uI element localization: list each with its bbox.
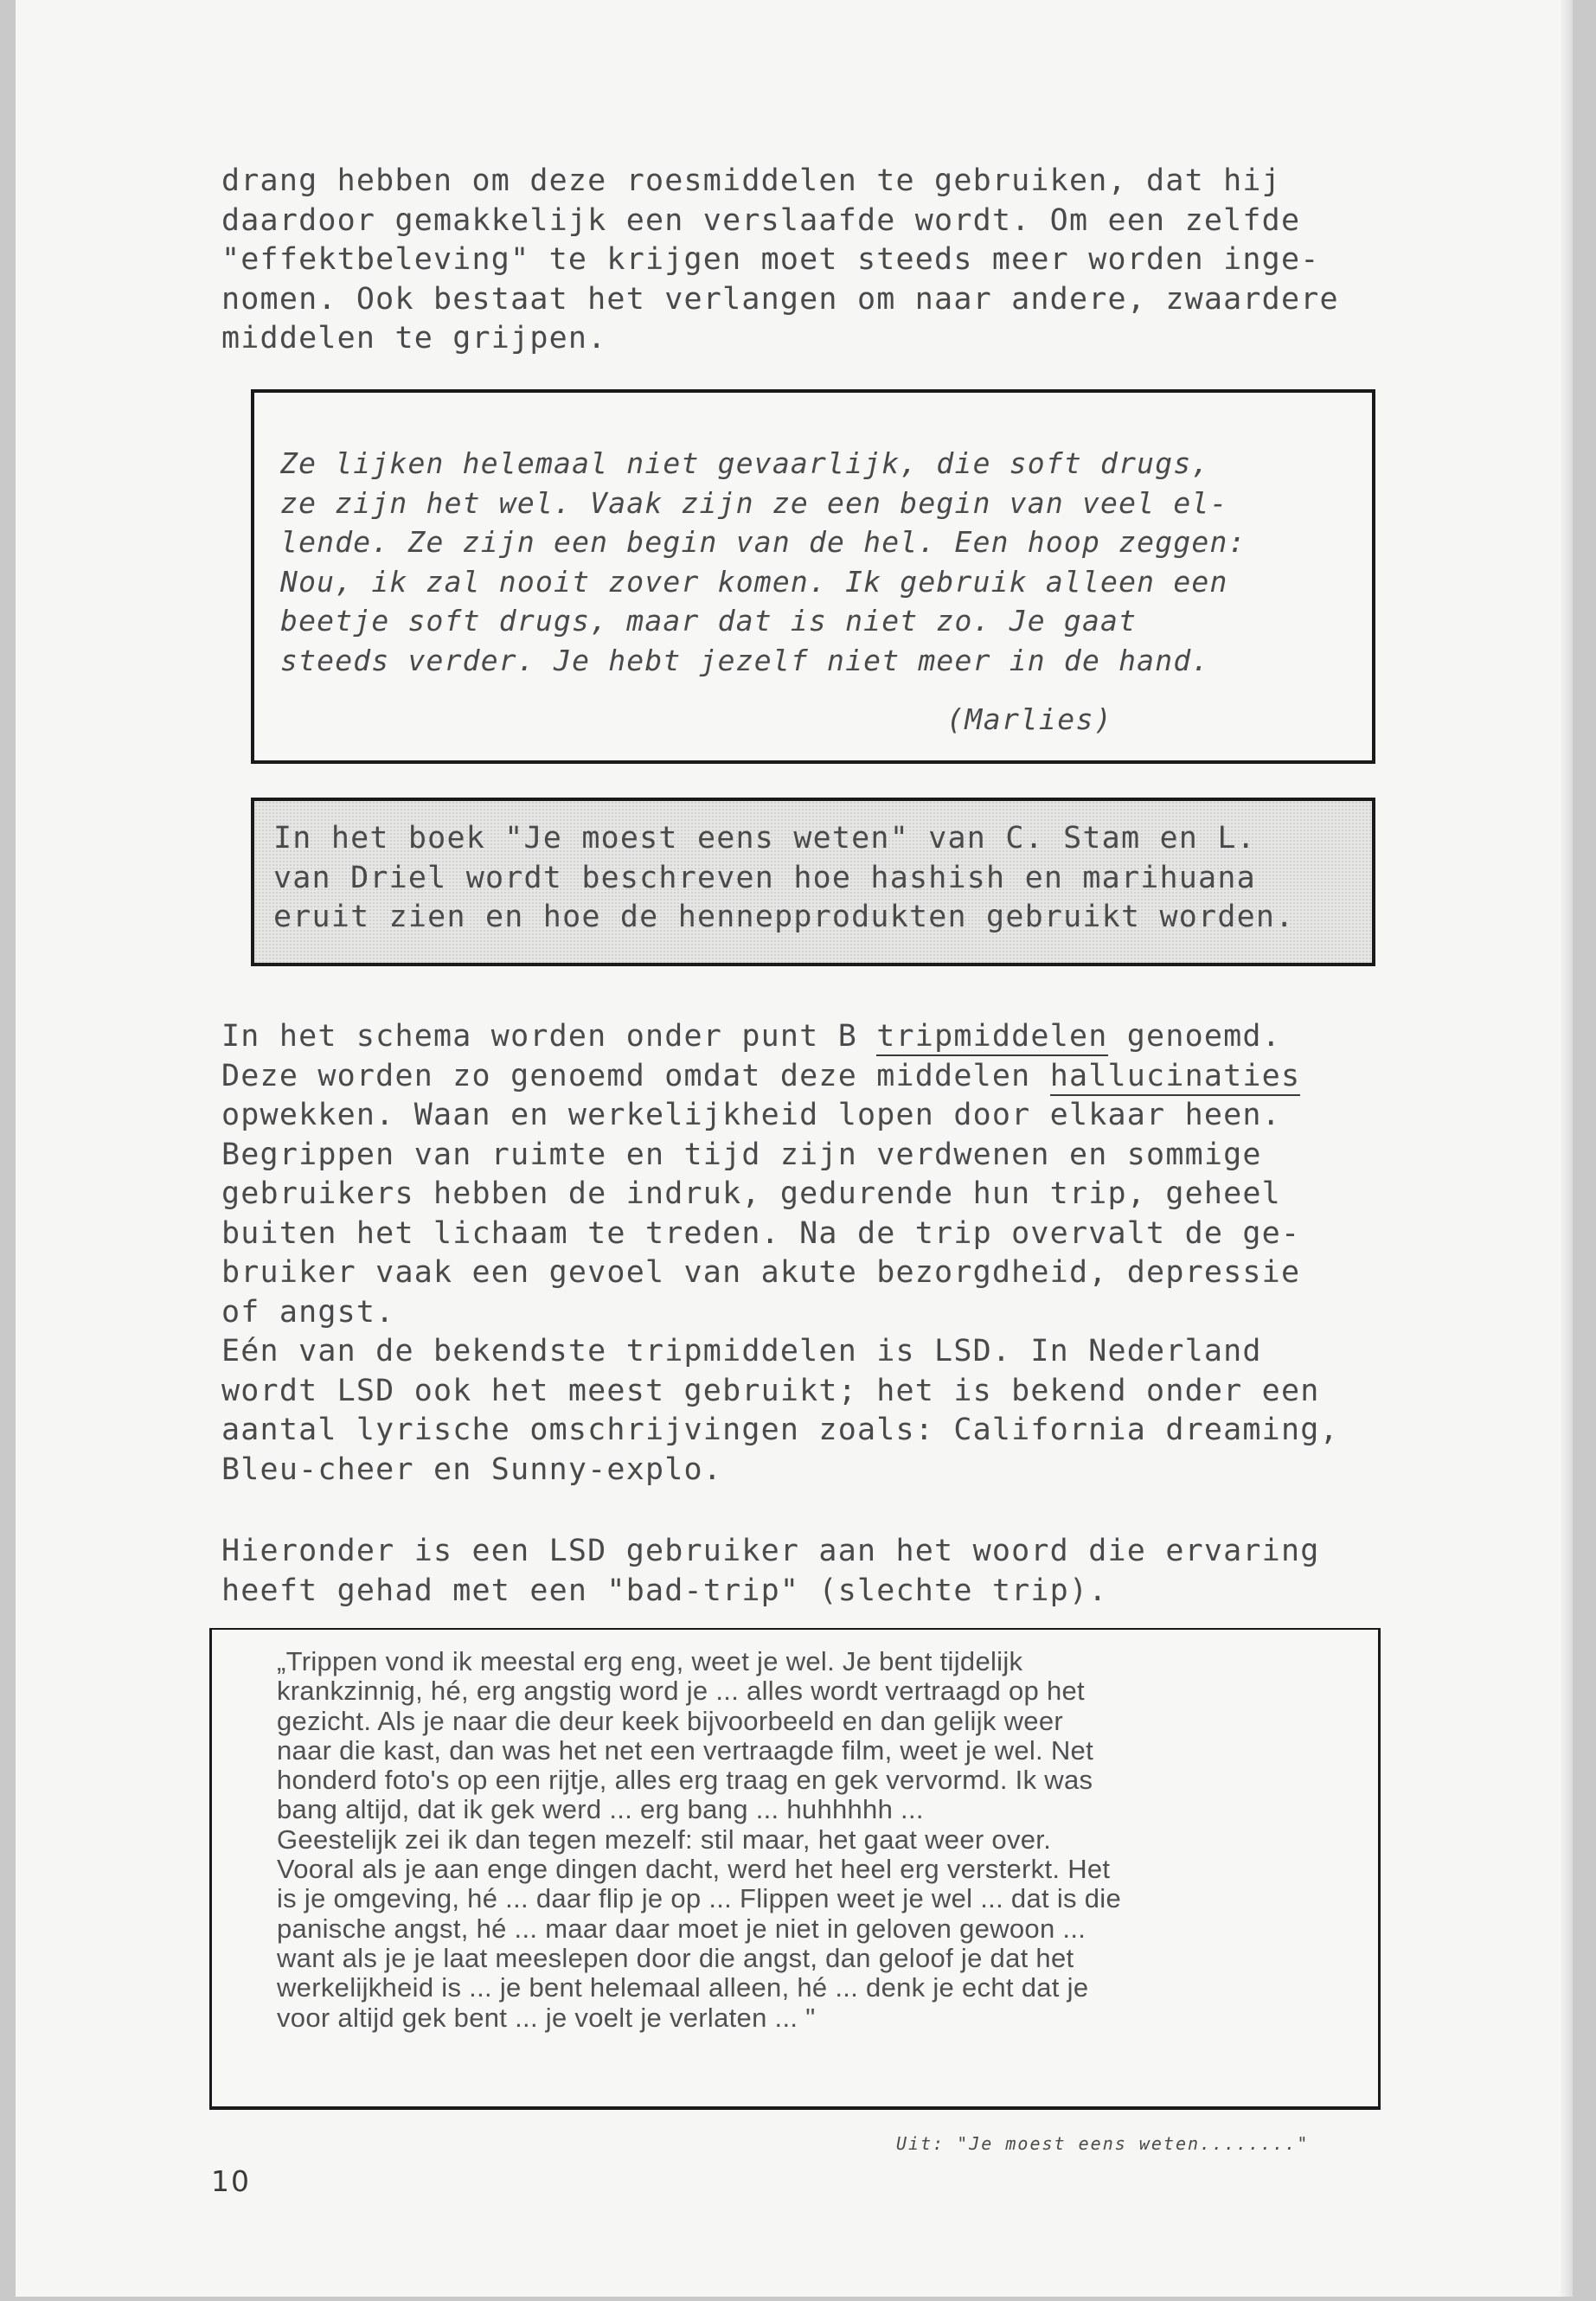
text-line: "effektbeleving" te krijgen moet steeds meer worden inge- [221,242,1320,277]
text-line: aantal lyrische omschrijvingen zoals: California dreaming, [221,1413,1339,1447]
quote-line: Nou, ik zal nooit zover komen. Ik gebruik alleen een [280,564,1228,599]
trip-quote-line: werkelijkheid is ... je bent helemaal alleen, hé ... denk je echt dat je [277,1972,1089,2003]
source-caption: Uit: "Je moest eens weten........" [896,2133,1310,2154]
book-note-box [251,798,1375,966]
text-line: bruiker vaak een gevoel van akute bezorgdheid, depressie [221,1255,1301,1290]
marlies-quote-text [280,444,1247,680]
trip-quote-line: honderd foto's op een rijtje, alles erg traag en gek vervormd. Ik was [277,1765,1093,1796]
text-line [221,1057,1433,1097]
trip-quote-line: bang altijd, dat ik gek werd ... erg bang ... huhhhhh ... [277,1794,924,1825]
term-hallucinaties: hallucinaties [1049,1058,1301,1093]
quote-line: ze zijn het wel. Vaak zijn ze een begin van veel el- [280,485,1228,520]
quote-line: Ze lijken helemaal niet gevaarlijk, die soft drugs, [280,446,1210,480]
text-line: heeft gehad met een "bad-trip" (slechte trip). [221,1573,1108,1608]
text-line: gebruikers hebben de indruk, gedurende hun trip, geheel [221,1176,1281,1211]
quote-attribution: (Marlies) [946,702,1113,736]
bad-trip-quote-text [277,1647,1121,2033]
trip-quote-line: „Trippen vond ik meestal erg eng, weet je wel. Je bent tijdelijk [277,1646,1023,1676]
text-line: opwekken. Waan en werkelijkheid lopen door elkaar heen. [221,1098,1281,1132]
text-line: buiten het lichaam te treden. Na de trip overvalt de ge- [221,1215,1301,1251]
intro-paragraph [221,162,1433,359]
text-segment: In het schema worden onder punt B [221,1019,877,1054]
trip-quote-line: Geestelijk zei ik dan tegen mezelf: stil maar, het gaat weer over. [277,1823,1052,1855]
marlies-quote-box [251,389,1375,764]
book-note-line: eruit zien en hoe de hennepprodukten gebruikt worden. [273,900,1295,934]
term-tripmiddelen: tripmiddelen [876,1019,1108,1054]
quote-line: beetje soft drugs, maar dat is niet zo. Je gaat [280,604,1138,638]
text-line: middelen te grijpen. [221,321,607,356]
page-edge-shadow [1561,0,1573,2297]
text-line: daardoor gemakkelijk een verslaafde wordt. Om een zelfde [221,202,1301,238]
text-line: Bleu-cheer en Sunny-explo. [221,1452,723,1487]
book-note-text [273,819,1294,938]
document-page [16,0,1573,2297]
text-line: nomen. Ook bestaat het verlangen om naar andere, zwaardere [221,281,1339,317]
trip-quote-line: Vooral als je aan enge dingen dacht, werd het heel erg versterkt. Het [277,1854,1111,1885]
trip-quote-line: want als je je laat meeslepen door die angst, dan geloof je dat het [277,1942,1074,1973]
book-note-line: In het boek "Je moest eens weten" van C. Stam en L. [273,821,1256,856]
text-line [221,1017,1433,1057]
page-number: 10 [211,2164,251,2198]
quote-line: steeds verder. Je hebt jezelf niet meer in de hand. [280,643,1210,677]
text-line: drang hebben om deze roesmiddelen te gebruiken, dat hij [221,163,1281,198]
book-note-line: van Driel wordt beschreven hoe hashish en marihuana [273,860,1256,895]
text-segment: genoemd. [1107,1019,1281,1054]
text-line: Eén van de bekendste tripmiddelen is LSD. In Nederland [221,1334,1262,1368]
text-line: Begrippen van ruimte en tijd zijn verdwenen en sommige [221,1137,1262,1172]
trip-quote-line: voor altijd gek bent ... je voelt je verlaten ... " [277,2002,816,2033]
quote-line: lende. Ze zijn een begin van de hel. Een hoop zeggen: [280,525,1247,559]
bad-trip-quote-box [209,1628,1381,2110]
text-segment: Deze worden zo genoemd omdat deze middelen [221,1058,1050,1093]
trip-quote-line: gezicht. Als je naar die deur keek bijvoorbeeld en dan gelijk weer [277,1705,1064,1736]
text-line: Hieronder is een LSD gebruiker aan het woord die ervaring [221,1534,1320,1568]
trip-quote-line: is je omgeving, hé ... daar flip je op ... Flippen weet je wel ... dat is die [277,1883,1121,1914]
schema-paragraph [221,1017,1433,1490]
text-line: of angst. [221,1294,395,1330]
hieronder-paragraph [221,1532,1433,1611]
text-line: wordt LSD ook het meest gebruikt; het is bekend onder een [221,1373,1320,1408]
trip-quote-line: krankzinnig, hé, erg angstig word je ... alles wordt vertraagd op het [277,1676,1085,1707]
trip-quote-line: panische angst, hé ... maar daar moet je niet in geloven gewoon ... [277,1913,1086,1944]
trip-quote-line: naar die kast, dan was het net een vertraagde film, weet je wel. Net [277,1734,1094,1766]
